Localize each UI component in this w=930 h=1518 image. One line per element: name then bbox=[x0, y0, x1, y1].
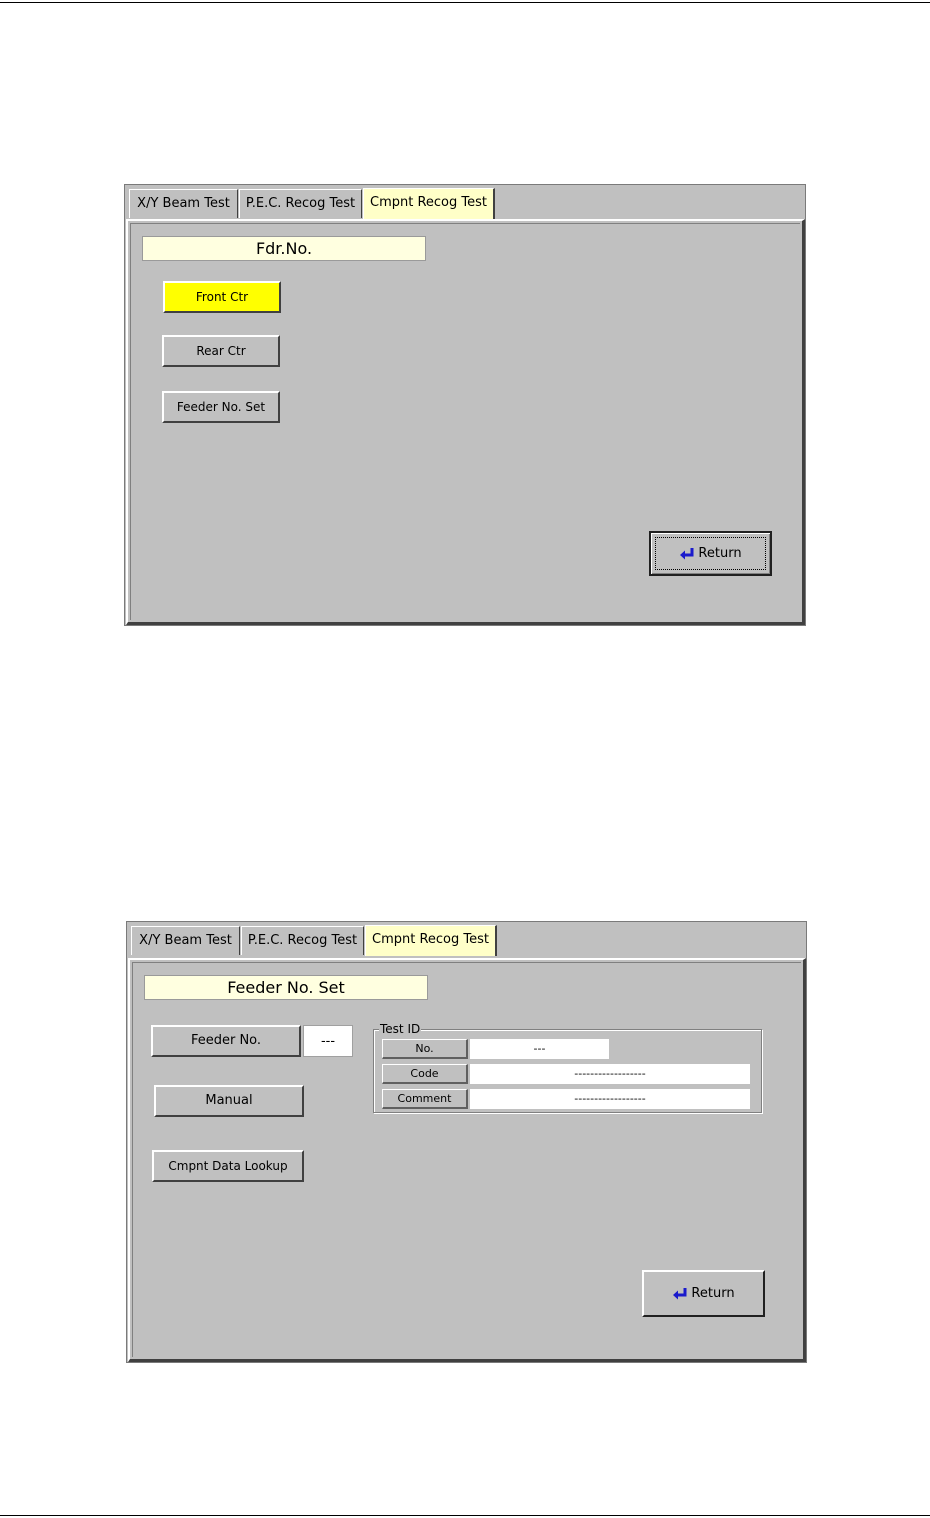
screen2-return-label: Return bbox=[691, 1286, 735, 1301]
screen2-panel bbox=[128, 958, 806, 1362]
test-id-comment-label: Comment bbox=[382, 1089, 468, 1109]
rear-ctr-button[interactable]: Rear Ctr bbox=[162, 335, 280, 367]
feeder-no-value: --- bbox=[303, 1025, 353, 1057]
test-id-comment-value: ------------------ bbox=[470, 1089, 750, 1109]
bottom-page-rule bbox=[0, 1515, 930, 1516]
test-id-legend: Test ID bbox=[380, 1022, 421, 1036]
test-id-no-label: No. bbox=[382, 1039, 468, 1059]
test-id-code-label: Code bbox=[382, 1064, 468, 1084]
feeder-no-set-button[interactable]: Feeder No. Set bbox=[162, 391, 280, 423]
screen2-window bbox=[126, 921, 807, 1363]
screen2-return-button[interactable] bbox=[642, 1270, 765, 1317]
screen1-tab-xy-beam-test[interactable]: X/Y Beam Test bbox=[129, 189, 238, 218]
screen1-tab-cmpnt-recog-test[interactable]: Cmpnt Recog Test bbox=[363, 188, 495, 219]
screen1-tab-pec-recog-test[interactable]: P.E.C. Recog Test bbox=[239, 189, 362, 218]
test-id-no-value: --- bbox=[470, 1039, 609, 1059]
cmpnt-data-lookup-button[interactable]: Cmpnt Data Lookup bbox=[152, 1150, 304, 1182]
top-page-rule bbox=[0, 2, 930, 3]
test-id-code-value: ------------------ bbox=[470, 1064, 750, 1084]
screen2-page-title: Feeder No. Set bbox=[144, 975, 428, 1000]
screen1-page-title: Fdr.No. bbox=[142, 236, 426, 261]
screen2-tab-xy-beam-test[interactable]: X/Y Beam Test bbox=[131, 926, 240, 955]
screen2-tab-cmpnt-recog-test[interactable]: Cmpnt Recog Test bbox=[365, 925, 497, 956]
front-ctr-button[interactable]: Front Ctr bbox=[163, 281, 281, 313]
manual-button[interactable]: Manual bbox=[154, 1085, 304, 1117]
return-arrow-icon bbox=[672, 1287, 688, 1301]
screen2-tab-pec-recog-test[interactable]: P.E.C. Recog Test bbox=[241, 926, 364, 955]
screen1-return-button[interactable] bbox=[649, 531, 772, 576]
screen1-panel bbox=[126, 219, 805, 625]
focus-rectangle bbox=[655, 537, 766, 570]
feeder-no-label-button[interactable]: Feeder No. bbox=[151, 1025, 301, 1057]
screen1-return-label: Return bbox=[698, 546, 742, 561]
screen1-window bbox=[124, 184, 806, 626]
